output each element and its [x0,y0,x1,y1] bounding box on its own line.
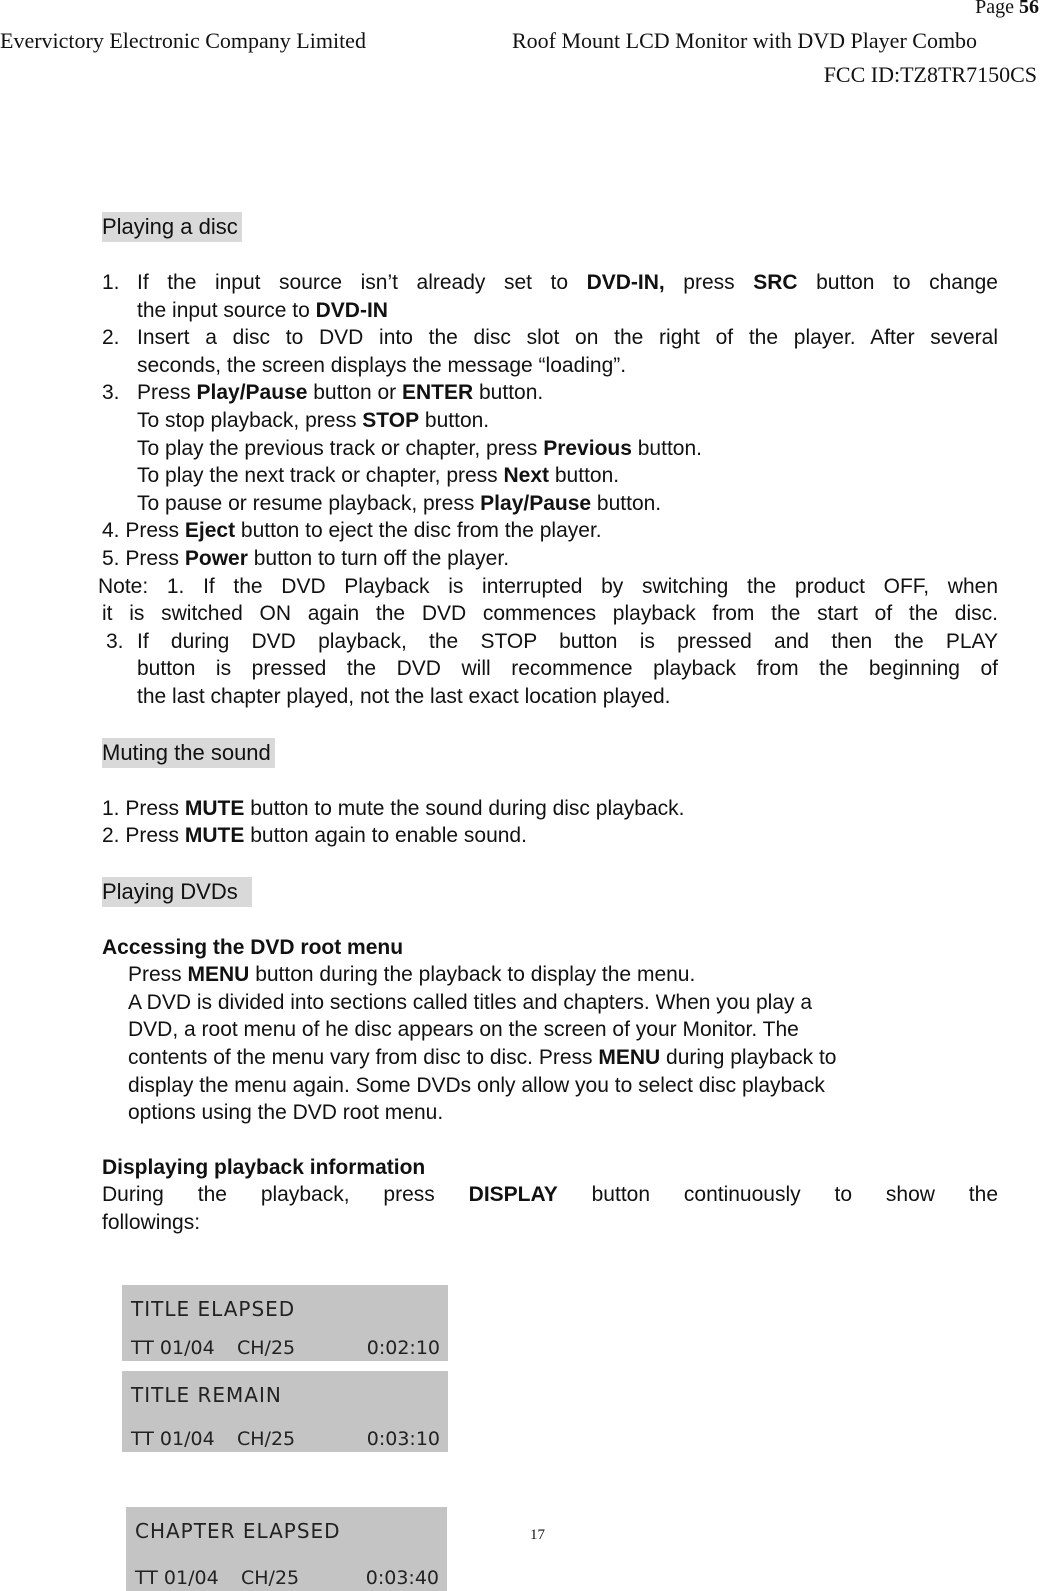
text: A DVD is divided into sections called titles and chapters. When you play a [128,990,813,1014]
osd-chapter: CH/25 [237,1428,296,1450]
dvd-in-label: DVD-IN [315,298,388,322]
text: display the menu again. Some DVDs only allow you to select disc playback [128,1073,825,1097]
text: contents of the menu vary from disc to disc. Press [128,1046,599,1070]
item-number: 3. [102,381,120,405]
osd-title-elapsed [122,1285,448,1361]
osd-label: CHAPTER ELAPSED [135,1519,341,1543]
item-number: 3. [106,629,124,653]
text: button. [591,491,662,515]
text: button. [631,436,702,460]
mute-label: MUTE [184,824,245,848]
text: button to change [797,271,998,294]
text: During the playback, press [102,1183,469,1207]
text: 4. Press [102,519,185,543]
play-pause-label: Play/Pause [196,381,308,405]
note-line: it is switched ON again the DVD commences playback from the start of the disc. [102,602,998,626]
note-line: the last chapter played, not the last exact location played. [137,684,671,708]
osd-title-number: TT 01/04 [135,1567,219,1589]
text: button again to enable sound. [244,824,527,848]
enter-label: ENTER [401,381,474,405]
previous-label: Previous [543,436,632,460]
list-item [102,379,998,407]
note-item [102,628,998,656]
osd-title-number: TT 01/04 [131,1337,215,1359]
next-label: Next [503,464,550,488]
text: button continuously to show the [557,1183,999,1207]
text: 2. Press [102,824,185,848]
item-number: 2. [102,326,120,350]
text: If the input source isn’t already set to [137,271,587,294]
page-label-text: Page [975,0,1014,18]
subheading-root-menu: Accessing the DVD root menu [102,935,404,959]
play-pause-label: Play/Pause [480,491,592,515]
manual-content [98,212,999,1237]
list-item [102,324,998,352]
text: options using the DVD root menu. [128,1101,444,1125]
subheading-playback-info: Displaying playback information [102,1155,426,1179]
text: DVD, a root menu of he disc appears on the screen of your Monitor. The [128,1018,799,1042]
text: 1. Press [102,796,185,820]
mute-label: MUTE [184,796,245,820]
osd-chapter-elapsed [126,1507,447,1591]
text: press [664,271,754,294]
text: To stop playback, press [137,408,363,432]
text: 5. Press [102,546,185,570]
eject-label: Eject [184,519,236,543]
note-line: button is pressed the DVD will recommence playback from the beginning of [137,657,998,681]
page-footer-number: 17 [530,1527,545,1543]
text: To pause or resume playback, press [137,491,481,515]
text: during playback to [660,1046,837,1070]
text: button. [549,464,620,488]
osd-chapter: CH/25 [241,1567,300,1589]
fcc-id: FCC ID:TZ8TR7150CS [823,62,1037,87]
menu-label: MENU [187,963,250,987]
text: button during the playback to display the menu. [249,963,696,987]
text: button to mute the sound during disc playback. [244,796,685,820]
display-label: DISPLAY [468,1183,558,1207]
src-label: SRC [753,271,798,294]
section-title-playing-disc: Playing a disc [102,212,242,242]
osd-label: TITLE REMAIN [131,1383,282,1407]
text: button. [473,381,544,405]
page-label [975,0,1039,19]
section-title-muting: Muting the sound [102,738,275,768]
text: To play the next track or chapter, press [137,464,504,488]
osd-chapter: CH/25 [237,1337,296,1359]
osd-time: 0:02:10 [366,1337,440,1359]
text: Press [137,381,197,405]
company-name: Evervictory Electronic Company Limited [0,28,366,53]
osd-title-number: TT 01/04 [131,1428,215,1450]
dvd-in-label: DVD-IN, [586,271,665,294]
text: seconds, the screen displays the message “loading”. [137,353,627,377]
text: the input source to [137,298,316,322]
note-line: Note: 1. If the DVD Playback is interrupted by switching the product OFF, when [98,574,998,598]
text: button or [307,381,402,405]
section-title-playing-dvds: Playing DVDs [102,877,252,907]
text: To play the previous track or chapter, press [137,436,544,460]
osd-time: 0:03:10 [366,1428,440,1450]
text: button to eject the disc from the player. [235,519,602,543]
power-label: Power [184,546,248,570]
text: Press [128,963,188,987]
text: button to turn off the player. [247,546,510,570]
stop-label: STOP [362,408,420,432]
text: followings: [102,1211,201,1235]
osd-title-remain [122,1371,448,1452]
menu-label: MENU [598,1046,661,1070]
text: Insert a disc to DVD into the disc slot on the right of the player. After several [137,326,998,350]
page-number-top: 56 [1019,0,1039,18]
osd-label: TITLE ELAPSED [131,1297,296,1321]
list-item [102,269,998,297]
product-name: Roof Mount LCD Monitor with DVD Player Combo [512,28,978,53]
osd-time: 0:03:40 [365,1567,439,1589]
text: button. [419,408,490,432]
note-line: If during DVD playback, the STOP button is pressed and then the PLAY [137,629,998,653]
item-number: 1. [102,271,120,294]
